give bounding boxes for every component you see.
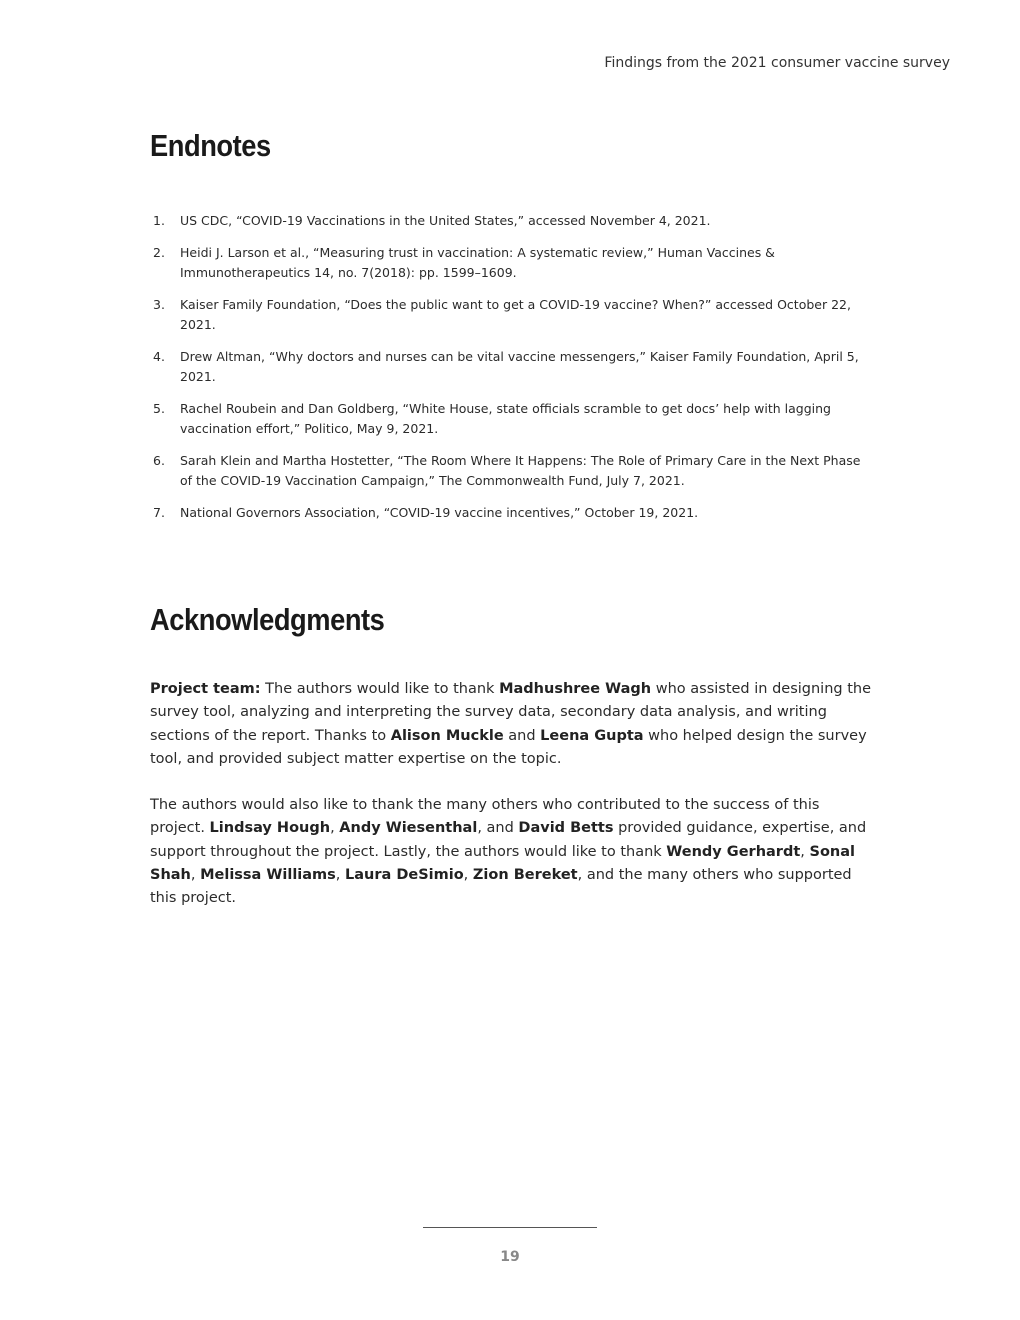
endnote-text: Rachel Roubein and Dan Goldberg, “White House, state officials scramble to get docs’ help with lagging vaccination effort,” Politico, May 9, 2021. — [180, 401, 831, 436]
endnote-text: Drew Altman, “Why doctors and nurses can be vital vaccine messengers,” Kaiser Family Foundation, April 5, 2021. — [180, 349, 859, 384]
endnotes-heading: Endnotes — [150, 128, 271, 163]
endnote-item — [150, 295, 875, 335]
endnote-number: 1. — [153, 213, 165, 228]
person-name: Leena Gupta — [540, 727, 644, 744]
separator-text: , — [800, 843, 810, 860]
endnote-number: 4. — [153, 349, 165, 364]
person-name: Zion Bereket — [472, 866, 578, 883]
acknowledgments-heading: Acknowledgments — [150, 602, 385, 637]
endnote-number: 7. — [153, 505, 165, 520]
person-name: Lindsay Hough — [209, 820, 331, 837]
thanks-paragraph — [150, 794, 875, 910]
endnote-item — [150, 451, 875, 491]
page-number: 19 — [500, 1249, 520, 1265]
endnote-number: 2. — [153, 245, 165, 260]
person-name: Madhushree Wagh — [499, 681, 652, 697]
endnote-item — [150, 399, 875, 439]
separator-text: , — [335, 866, 346, 883]
endnote-text: Heidi J. Larson et al., “Measuring trust in vaccination: A systematic review,” Human Vaccines & Immunotherapeutics 14, no. 7(2018): pp. 1599–1609. — [180, 245, 775, 280]
endnotes-list — [150, 211, 875, 535]
endnote-item — [150, 503, 875, 523]
running-header: Findings from the 2021 consumer vaccine survey — [604, 55, 950, 71]
person-name: Wendy Gerhardt — [666, 843, 801, 860]
separator-text: , — [330, 820, 340, 837]
endnote-text: National Governors Association, “COVID-19 vaccine incentives,” October 19, 2021. — [180, 505, 699, 520]
project-team-paragraph — [150, 678, 875, 771]
paragraph-text: and — [503, 727, 541, 744]
endnote-text: Kaiser Family Foundation, “Does the public want to get a COVID-19 vaccine? When?” accessed October 22, 2021. — [180, 297, 851, 332]
endnote-number: 3. — [153, 297, 165, 312]
person-name: Sonal Shah — [150, 843, 855, 883]
paragraph-text: who helped design the survey tool, and provided subject matter expertise on the topic. — [150, 727, 867, 767]
paragraph-text: The authors would also like to thank the many others who contributed to the success of this project. — [150, 797, 820, 837]
person-name: David Betts — [518, 820, 614, 837]
person-name: Melissa Williams — [200, 866, 336, 883]
paragraph-text: , and the many others who supported this project. — [150, 866, 852, 907]
endnote-text: Sarah Klein and Martha Hostetter, “The Room Where It Happens: The Role of Primary Care in the Next Phase of the COVID-19 Vaccination Campaign,” The Commonwealth Fund, July 7, 2021. — [180, 453, 861, 488]
endnote-text: US CDC, “COVID-19 Vaccinations in the United States,” accessed November 4, 2021. — [180, 213, 711, 228]
person-name: Laura DeSimio — [345, 866, 464, 883]
project-team-label: Project team: — [150, 681, 261, 697]
separator-text: , — [190, 866, 201, 883]
endnote-number: 5. — [153, 401, 165, 416]
paragraph-text: provided guidance, expertise, and support throughout the project. Lastly, the authors would like to thank — [150, 820, 867, 860]
separator-text: , and — [477, 820, 519, 837]
endnote-item — [150, 211, 875, 231]
endnote-item — [150, 347, 875, 387]
footer-divider — [423, 1227, 597, 1228]
separator-text: , — [463, 866, 473, 883]
endnote-item — [150, 243, 875, 283]
paragraph-text: The authors would like to thank — [260, 681, 500, 697]
person-name: Andy Wiesenthal — [339, 820, 478, 837]
person-name: Alison Muckle — [390, 727, 504, 744]
paragraph-text: who assisted in designing the survey tool, analyzing and interpreting the survey data, secondary data analysis, and writing sections of the report. Thanks to — [150, 681, 872, 744]
endnote-number: 6. — [153, 453, 165, 468]
